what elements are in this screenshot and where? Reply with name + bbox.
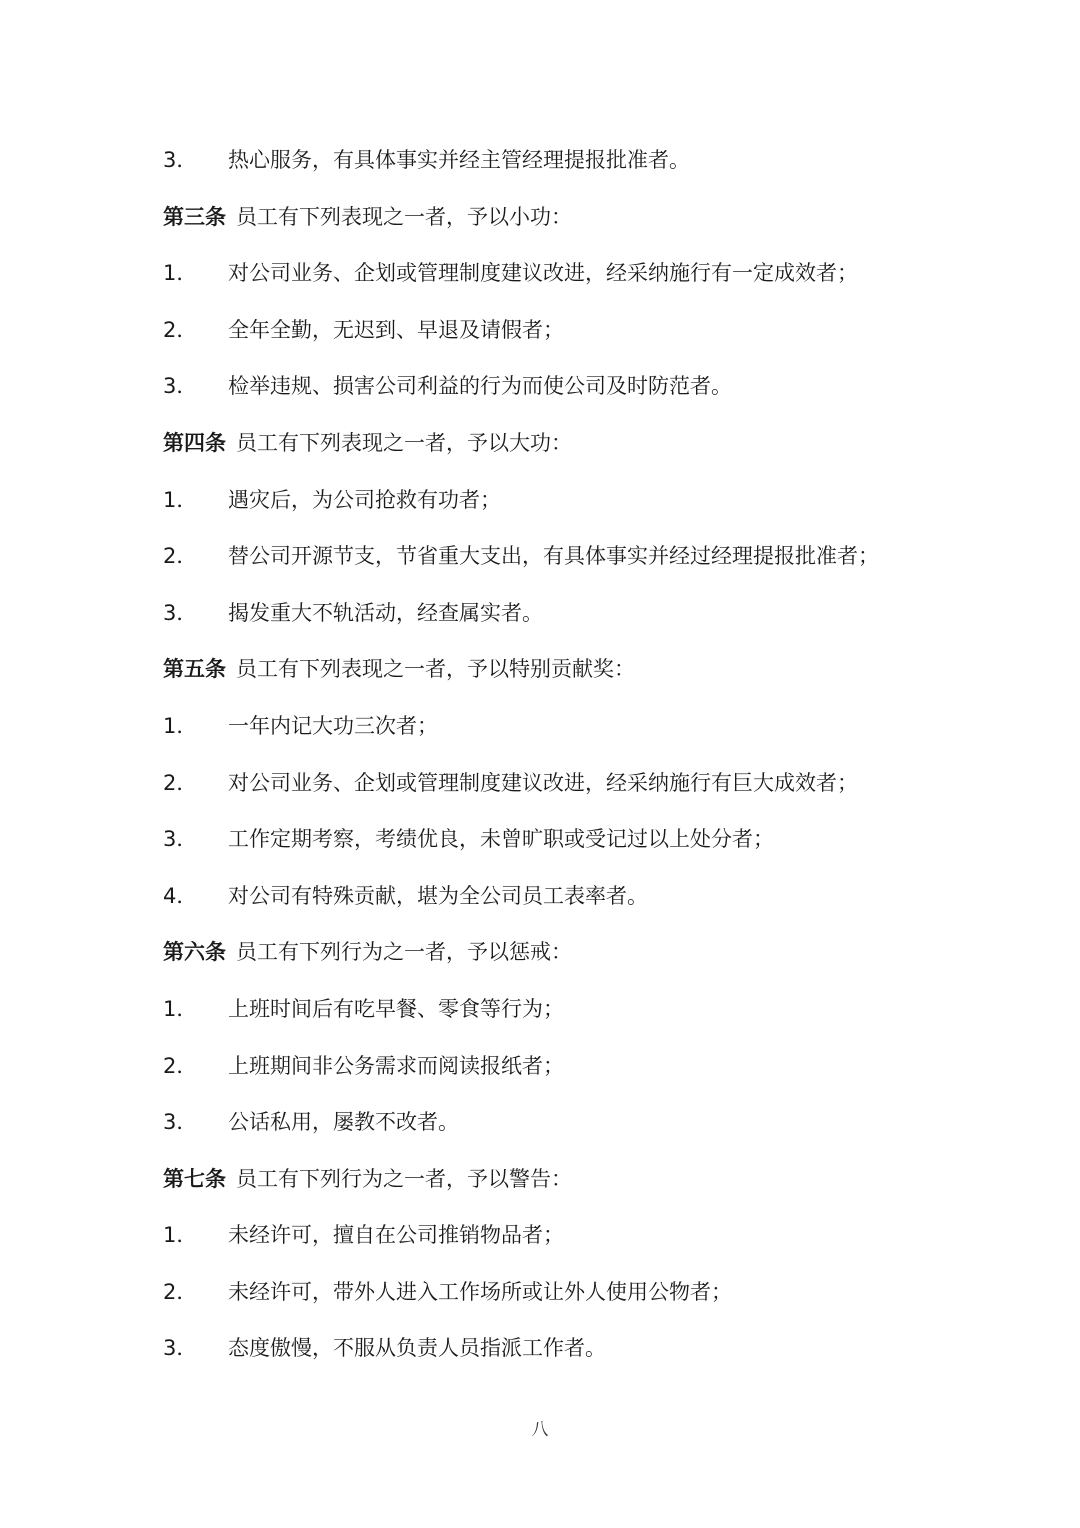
list-item-number: 4．: [163, 883, 198, 908]
article-heading: [163, 1161, 1043, 1218]
article-label: 第四条: [163, 430, 226, 455]
article-label: 第七条: [163, 1166, 226, 1191]
list-item-number: 3．: [163, 1336, 198, 1361]
list-item-text: 未经许可，擅自在公司推销物品者；: [228, 1223, 564, 1248]
list-item-text: 遇灾后，为公司抢救有功者；: [228, 487, 501, 512]
article-label: 第五条: [163, 657, 226, 682]
list-item-text: 工作定期考察，考绩优良，未曾旷职或受记过以上处分者；: [228, 827, 774, 852]
list-item-text: 公话私用，屡教不改者。: [228, 1110, 459, 1135]
list-item-number: 2．: [163, 1279, 198, 1304]
document-body: [163, 142, 1043, 1387]
list-item-text: 态度傲慢，不服从负责人员指派工作者。: [228, 1336, 606, 1361]
list-item: [163, 482, 1043, 539]
list-item-number: 2．: [163, 544, 198, 569]
list-item-text: 热心服务，有具体事实并经主管经理提报批准者。: [228, 148, 690, 172]
article-text: 员工有下列表现之一者，予以特别贡献奖：: [236, 657, 635, 682]
list-item-text: 上班时间后有吃早餐、零食等行为；: [228, 996, 564, 1021]
list-item: [163, 1274, 1043, 1331]
list-item-text: 对公司有特殊贡献，堪为全公司员工表率者。: [228, 883, 648, 908]
list-item: [163, 1048, 1043, 1105]
list-item-number: 1．: [163, 996, 198, 1021]
list-item: [163, 821, 1043, 878]
list-item: [163, 708, 1043, 765]
list-item-number: 1．: [163, 487, 198, 512]
list-item-number: 2．: [163, 1053, 198, 1078]
list-item-number: 3．: [163, 374, 198, 399]
list-item: [163, 368, 1043, 425]
list-item: [163, 255, 1043, 312]
article-text: 员工有下列行为之一者，予以警告：: [236, 1166, 572, 1191]
list-item-text: 上班期间非公务需求而阅读报纸者；: [228, 1053, 564, 1078]
list-item: [163, 595, 1043, 652]
page-number: 八: [531, 1420, 549, 1440]
list-item-number: 1．: [163, 713, 198, 738]
article-heading: [163, 425, 1043, 482]
list-item: [163, 1217, 1043, 1274]
list-item: [163, 312, 1043, 369]
list-item-number: 3．: [163, 148, 198, 172]
list-item-number: 1．: [163, 1223, 198, 1248]
article-heading: [163, 199, 1043, 256]
list-item: [163, 878, 1043, 935]
list-item-text: 未经许可，带外人进入工作场所或让外人使用公物者；: [228, 1279, 732, 1304]
list-item-number: 2．: [163, 317, 198, 342]
list-item-text: 对公司业务、企划或管理制度建议改进，经采纳施行有一定成效者；: [228, 261, 858, 286]
list-item: [163, 142, 1043, 199]
list-item-text: 全年全勤，无迟到、早退及请假者；: [228, 317, 564, 342]
article-label: 第三条: [163, 204, 226, 229]
article-text: 员工有下列表现之一者，予以大功：: [236, 430, 572, 455]
list-item-number: 3．: [163, 1110, 198, 1135]
list-item-number: 1．: [163, 261, 198, 286]
list-item-number: 2．: [163, 770, 198, 795]
article-heading: [163, 651, 1043, 708]
article-text: 员工有下列行为之一者，予以惩戒：: [236, 940, 572, 965]
list-item: [163, 991, 1043, 1048]
list-item: [163, 1104, 1043, 1161]
list-item-text: 一年内记大功三次者；: [228, 713, 438, 738]
list-item-number: 3．: [163, 827, 198, 852]
list-item: [163, 1330, 1043, 1387]
list-item-text: 揭发重大不轨活动，经查属实者。: [228, 600, 543, 625]
list-item: [163, 765, 1043, 822]
list-item-text: 替公司开源节支，节省重大支出，有具体事实并经过经理提报批准者；: [228, 544, 879, 569]
list-item-text: 检举违规、损害公司利益的行为而使公司及时防范者。: [228, 374, 732, 399]
list-item-number: 3．: [163, 600, 198, 625]
article-label: 第六条: [163, 940, 226, 965]
list-item: [163, 538, 1043, 595]
article-text: 员工有下列表现之一者，予以小功：: [236, 204, 572, 229]
list-item-text: 对公司业务、企划或管理制度建议改进，经采纳施行有巨大成效者；: [228, 770, 858, 795]
article-heading: [163, 934, 1043, 991]
